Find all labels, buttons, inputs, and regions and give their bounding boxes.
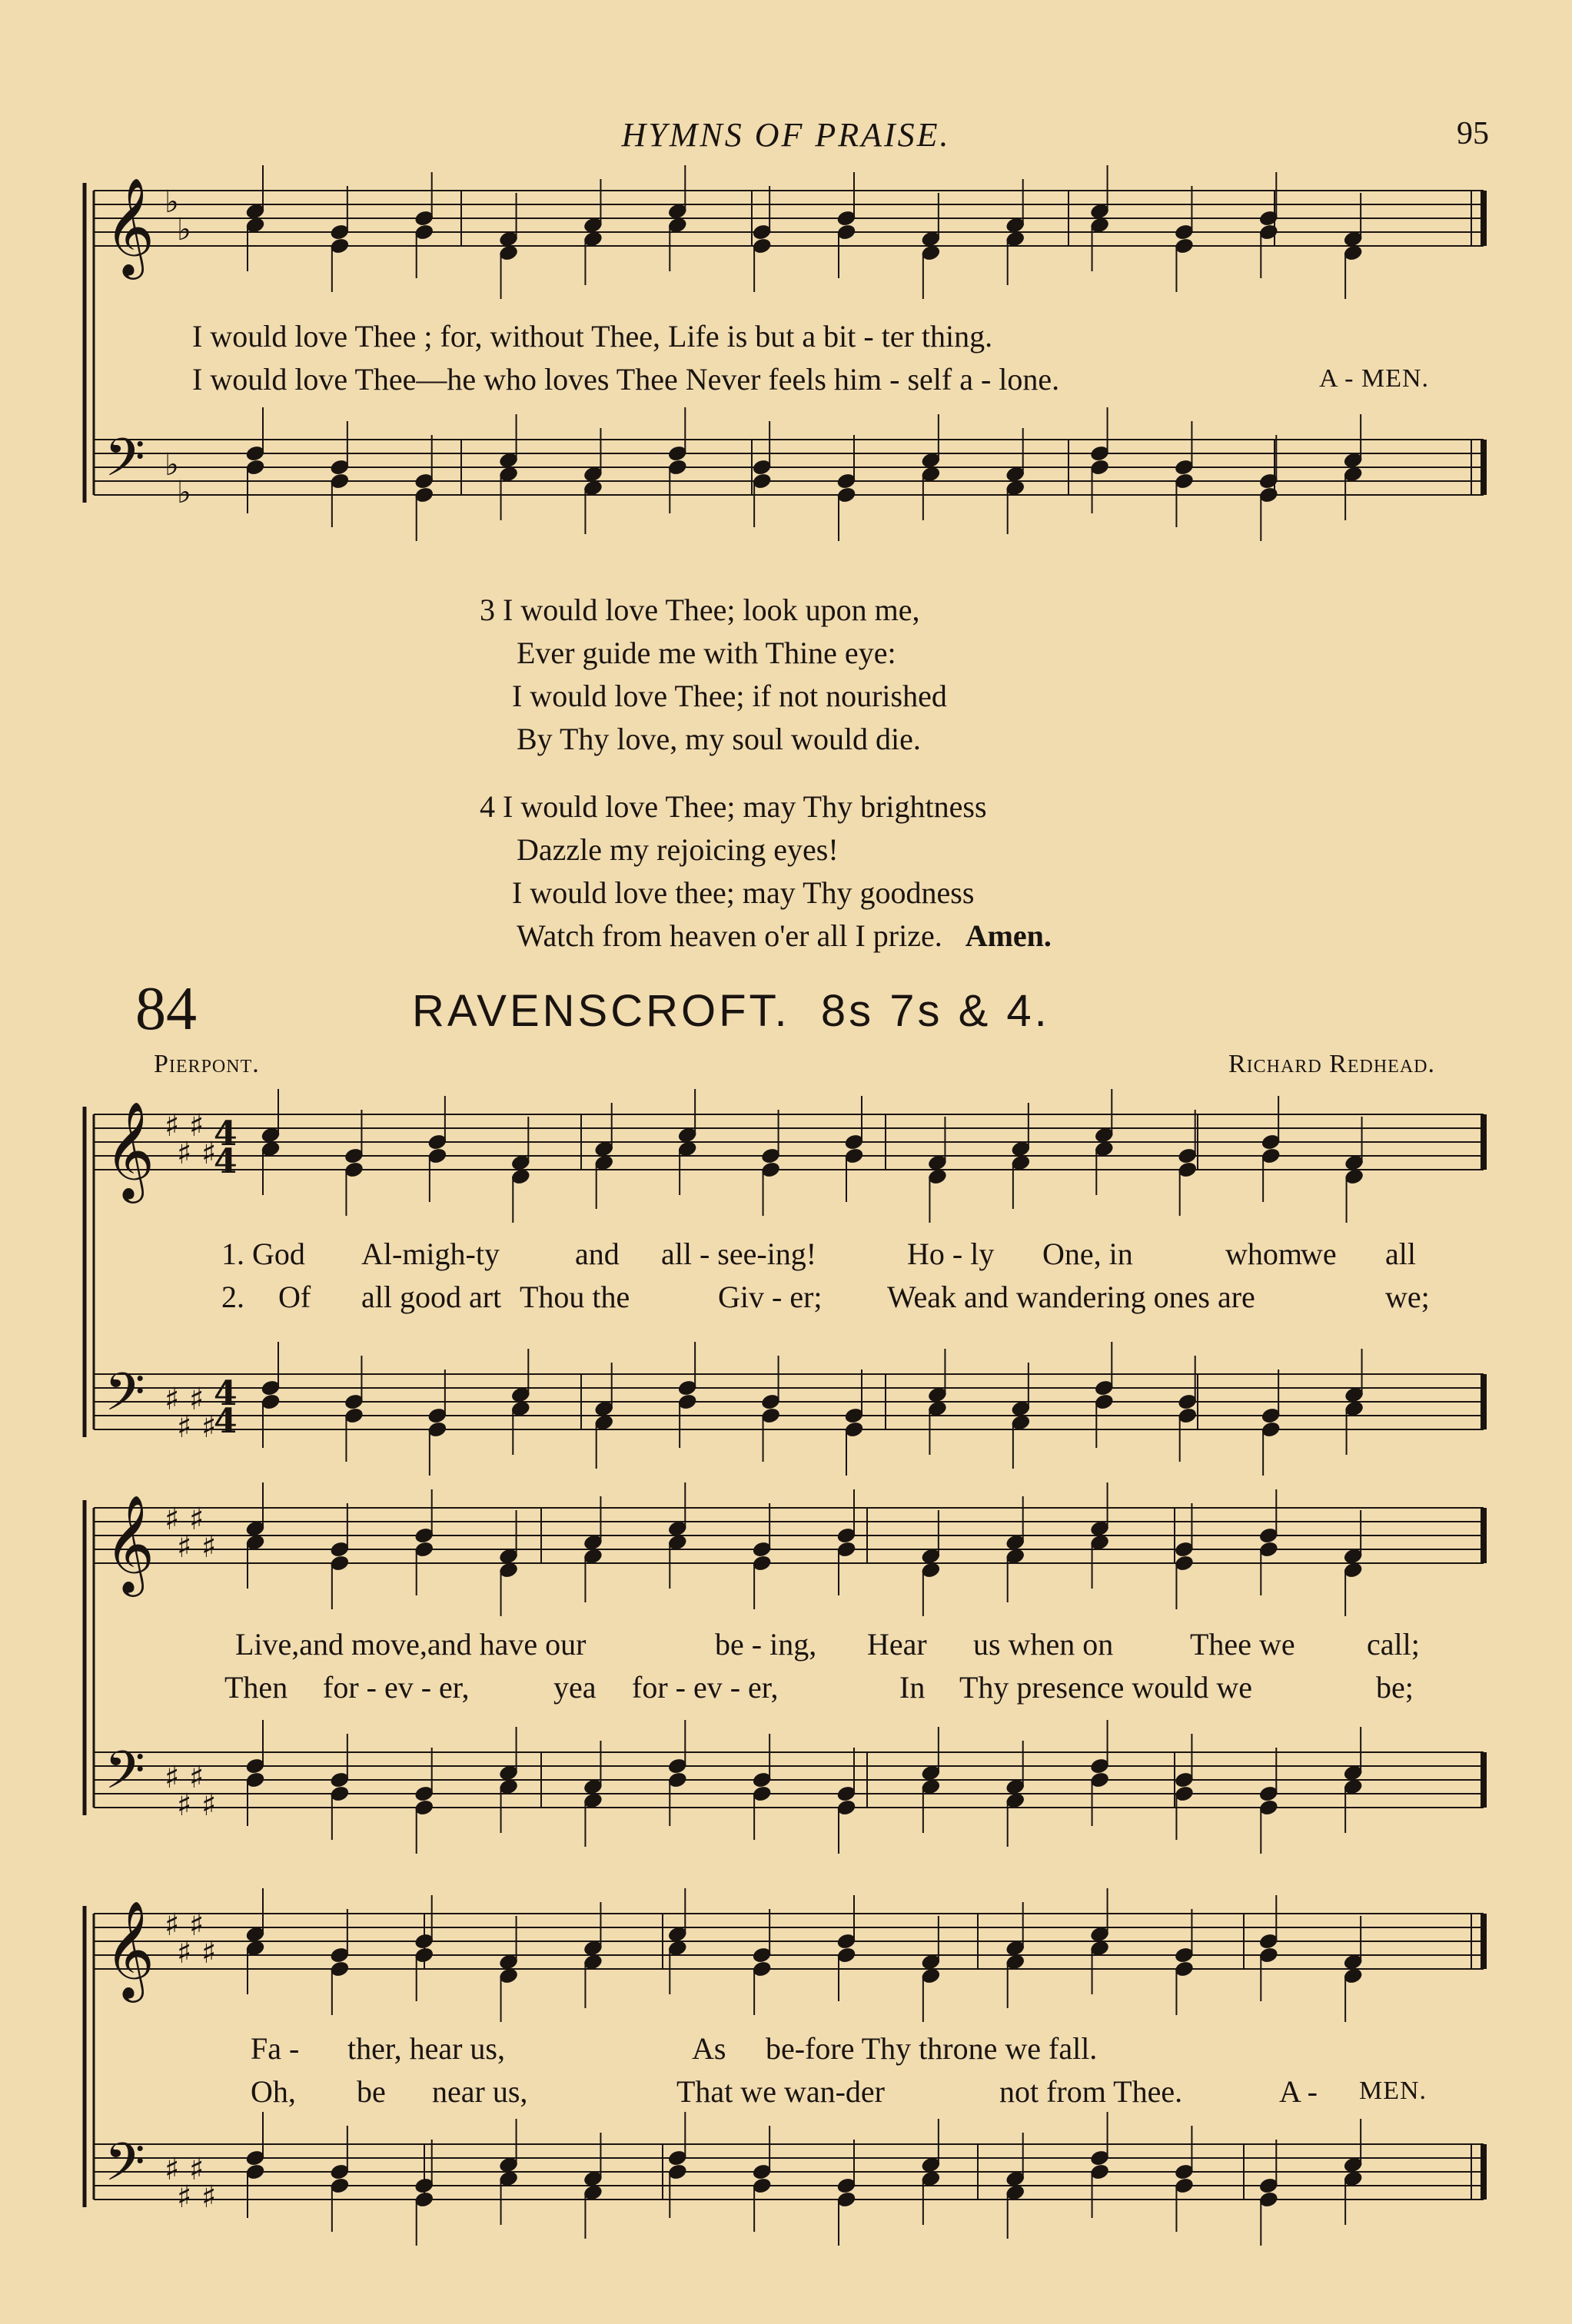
treble-clef-icon: 𝄞 <box>105 1494 155 1592</box>
verse-3 <box>480 589 947 761</box>
key-signature-icon: ♯ <box>189 1108 204 1144</box>
bass-clef-icon: 𝄢 <box>105 428 145 501</box>
running-title: HYMNS OF PRAISE. <box>621 116 951 154</box>
key-signature-icon: ♭ <box>177 212 191 247</box>
key-signature-icon: ♯ <box>201 1788 217 1823</box>
treble-clef-icon: 𝄞 <box>105 1900 155 1998</box>
time-signature-icon: 4 <box>214 1402 238 1441</box>
key-signature-icon: ♯ <box>189 1502 204 1537</box>
hymn83-lyrics-line-1: I would love Thee ; for, without Thee, Life is but a bit - ter thing. <box>192 319 993 354</box>
key-signature-icon: ♯ <box>189 1382 204 1417</box>
key-signature-icon: ♭ <box>165 184 179 220</box>
key-signature-icon: ♯ <box>201 1409 217 1445</box>
key-signature-icon: ♯ <box>189 1907 204 1943</box>
verse-line: I would love Thee; if not nourished <box>512 679 947 713</box>
key-signature-icon: ♯ <box>177 1136 192 1171</box>
hymn-number: 84 <box>135 975 197 1043</box>
key-signature-icon: ♯ <box>177 1409 192 1445</box>
treble-clef-icon: 𝄞 <box>105 177 155 275</box>
verse-number: 4 <box>480 789 495 824</box>
key-signature-icon: ♭ <box>165 447 179 483</box>
bass-clef-icon: 𝄢 <box>105 1741 145 1814</box>
verse-line: Dazzle my rejoicing eyes! <box>517 832 839 867</box>
hymn-title: RAVENSCROFT. 8s 7s & 4. <box>412 986 1050 1036</box>
key-signature-icon: ♯ <box>165 1502 180 1537</box>
verse-line: 3 I would love Thee; look upon me, <box>480 593 920 627</box>
page-number: 95 <box>1457 116 1489 151</box>
key-signature-icon: ♯ <box>189 1760 204 1795</box>
key-signature-icon: ♯ <box>177 1788 192 1823</box>
verse-line: Ever guide me with Thine eye: <box>517 636 896 670</box>
key-signature-icon: ♯ <box>177 1529 192 1565</box>
key-signature-icon: ♯ <box>189 2152 204 2187</box>
key-signature-icon: ♭ <box>177 475 191 510</box>
key-signature-icon: ♯ <box>201 1935 217 1970</box>
bass-clef-icon: 𝄢 <box>105 2133 145 2206</box>
key-signature-icon: ♯ <box>165 1108 180 1144</box>
verse-number: 3 <box>480 593 495 627</box>
verse-amen: Amen. <box>965 918 1052 953</box>
time-signature-icon: 4 <box>214 1114 238 1154</box>
bass-clef-icon: 𝄢 <box>105 1363 145 1436</box>
treble-clef-icon: 𝄞 <box>105 1101 155 1199</box>
key-signature-icon: ♯ <box>165 2152 180 2187</box>
key-signature-icon: ♯ <box>165 1760 180 1795</box>
verse-4 <box>480 785 1052 958</box>
time-signature-icon: 4 <box>214 1142 238 1181</box>
hymn-meter: 8s 7s & 4. <box>820 986 1050 1036</box>
hymn83-lyrics-line-2: I would love Thee—he who loves Thee Never feels him - self a - lone. <box>192 362 1060 397</box>
key-signature-icon: ♯ <box>177 2180 192 2215</box>
key-signature-icon: ♯ <box>177 1935 192 1970</box>
verse-line: Watch from heaven o'er all I prize. Amen. <box>517 918 1052 953</box>
hymn83-amen: A - MEN. <box>1319 364 1430 393</box>
verse-line: By Thy love, my soul would die. <box>517 722 921 756</box>
key-signature-icon: ♯ <box>201 1529 217 1565</box>
key-signature-icon: ♯ <box>165 1382 180 1417</box>
time-signature-icon: 4 <box>214 1374 238 1413</box>
key-signature-icon: ♯ <box>201 2180 217 2215</box>
author-credit: Pierpont. <box>154 1050 260 1078</box>
hymnal-page: HYMNS OF PRAISE. 95 𝄞 𝄢 ♭ ♭ ♭ ♭ 𝄞 𝄢 ♯ ♯ ♯ ♯ ♯ ♯ ♯ ♯ 4 4 4 4 𝄞 𝄢 ♯ ♯ ♯ ♯ ♯ ♯ ♯ ♯ 𝄞 𝄢 ♯ ♯ ♯ ♯ ♯ ♯ ♯ ♯ I would love Thee ; for, without Thee, Life is but a bit - ter thing. I would love Thee—he who loves Thee Never feels him - self a - lone. A - MEN. 3 I would love Thee; look upon me, Ever guide me with Thine eye: I would love Thee; if not nourished By Thy love, my soul would die. 4 I would love Thee; may Thy brightness Dazzle my rejoicing eyes! I would love thee; may Thy goodness Watch from heaven o'er all I prize. Amen. 84 RAVENSCROFT. 8s 7s & 4. Pierpont. Richard Redhead. 1. God Al-migh-ty and all - see-ing! Ho - ly One, in whom we all 2. Of all good art Thou the Giv - er; Weak and wandering ones are we; Live,and move,and have our be - ing, Hear us when on Thee we call; Then for - ev - er, yea for - ev - er, In Thy presence would we be; Fa - ther, hear us, As be-fore Thy throne we fall. Oh, be near us, That we wan-der not from Thee. A - MEN. <box>0 0 1572 2324</box>
verse-line: 4 I would love Thee; may Thy brightness <box>480 789 987 824</box>
key-signature-icon: ♯ <box>201 1136 217 1171</box>
key-signature-icon: ♯ <box>165 1907 180 1943</box>
verse-line: I would love thee; may Thy goodness <box>512 875 975 910</box>
composer-credit: Richard Redhead. <box>1228 1050 1435 1078</box>
